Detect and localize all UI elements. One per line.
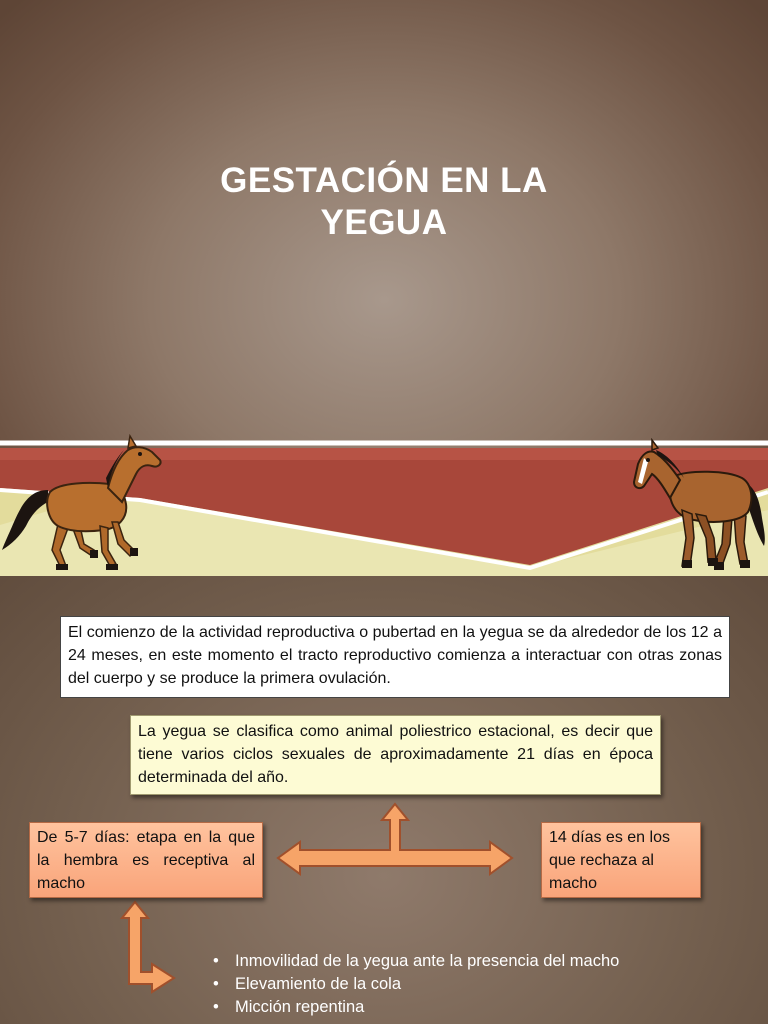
slide-title	[0, 160, 768, 244]
list-item: • Inmovilidad de la yegua ante la presencia del macho	[210, 950, 619, 973]
horse-left-icon	[0, 432, 170, 574]
title-line-1: GESTACIÓN EN LA	[220, 161, 548, 200]
horse-right-icon	[630, 438, 768, 574]
bullet-mark: •	[213, 952, 219, 970]
rejection-phase-box: 14 días es en los que rechaza al macho	[541, 822, 701, 898]
content-slide	[0, 576, 768, 1024]
title-line-2: YEGUA	[320, 203, 448, 242]
list-item: • Micción repentina	[210, 996, 619, 1019]
classification-text-box: La yegua se clasifica como animal poliestrico estacional, es decir que tiene varios ciclos sexuales de aproximadamente 21 días en época determinada del año.	[130, 715, 661, 795]
bullet-mark: •	[213, 998, 219, 1016]
list-item: • Elevamiento de la cola	[210, 973, 619, 996]
receptive-phase-box: De 5-7 días: etapa en la que la hembra es receptiva al macho	[29, 822, 263, 898]
signs-list	[210, 950, 619, 1019]
l-connector-arrow	[122, 902, 174, 992]
bullet-mark: •	[213, 975, 219, 993]
t-connector-arrow	[278, 804, 512, 874]
intro-text-box: El comienzo de la actividad reproductiva o pubertad en la yegua se da alrededor de los 12 a 24 meses, en este momento el tracto reproductivo comienza a interactuar con otras zonas del cuerpo y se produce la primera ovulación.	[60, 616, 730, 698]
